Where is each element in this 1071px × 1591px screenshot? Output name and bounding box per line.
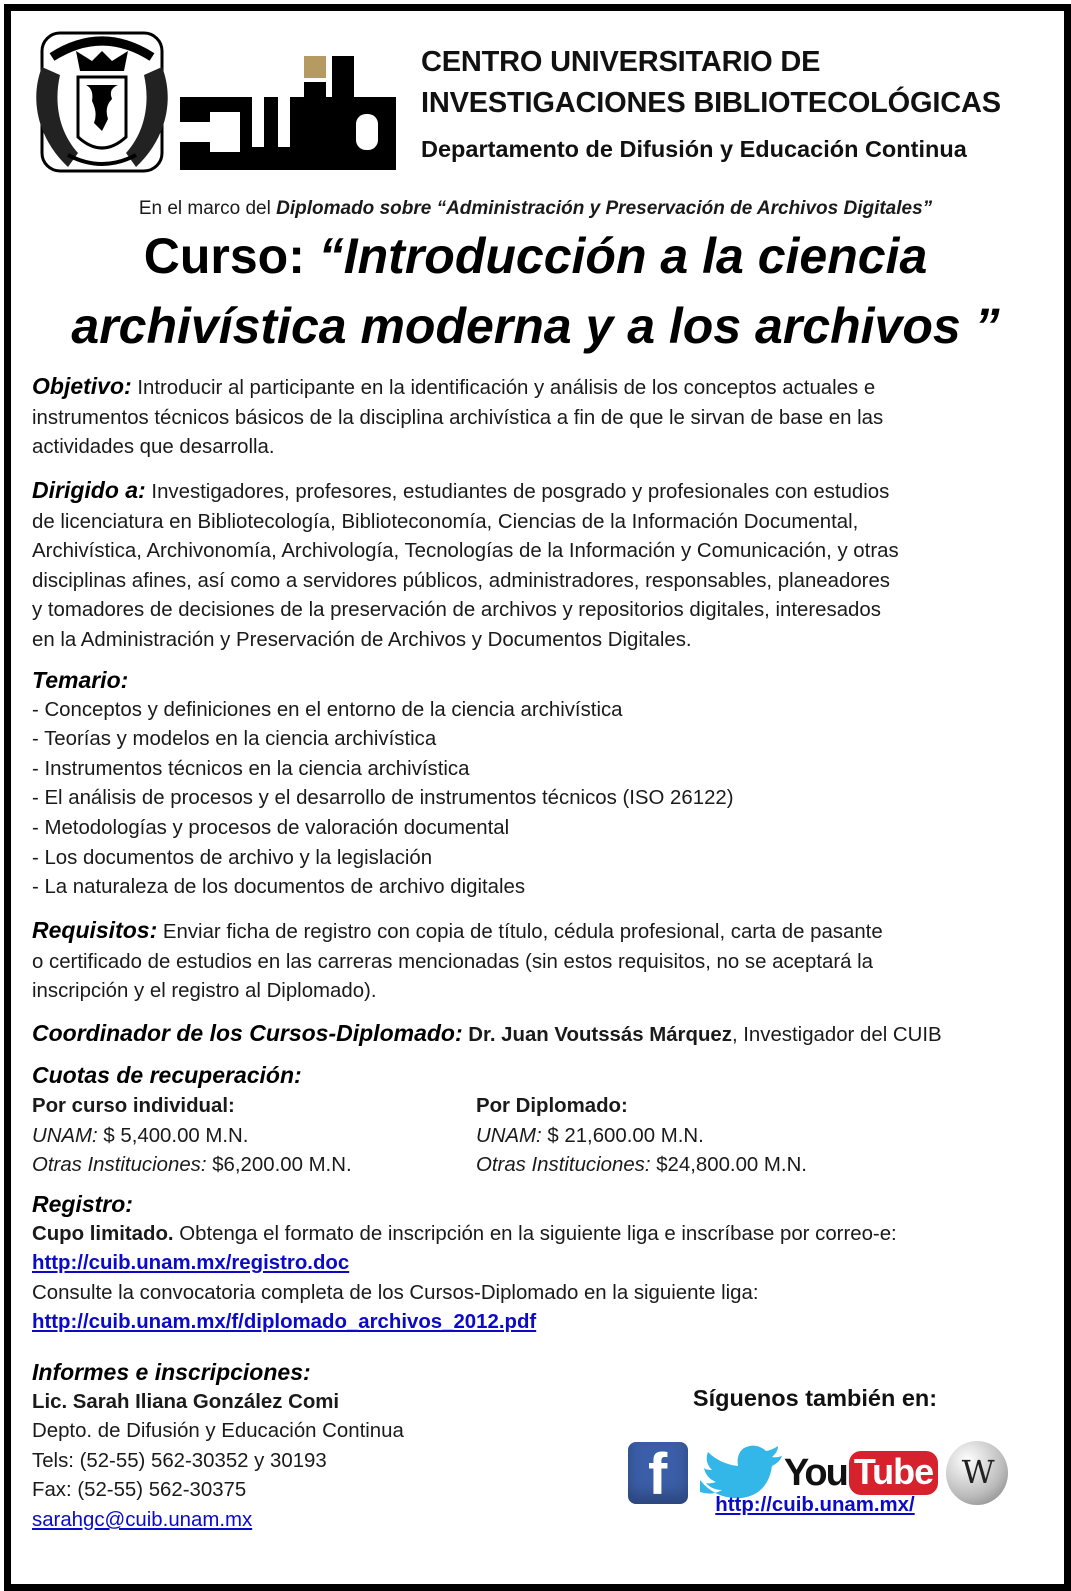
requisitos-text-line: o certificado de estudios en las carreras mencionadas (sin estos requisitos, no se aceptará la bbox=[32, 950, 873, 973]
contact-email-link[interactable]: sarahgc@cuib.unam.mx bbox=[32, 1508, 253, 1531]
cuota-unam-label: UNAM: bbox=[32, 1124, 98, 1147]
dirigido-text-line: Archivística, Archivonomía, Archivología, Tecnologías de la Información y Comunicación, y otras bbox=[32, 540, 899, 563]
cupo-limitado: Cupo limitado. bbox=[32, 1222, 174, 1245]
dirigido-text-line: de licenciatura en Bibliotecología, Biblioteconomía, Ciencias de la Información Documental, bbox=[32, 510, 859, 533]
informes-section bbox=[32, 1358, 532, 1536]
contact-fax: Fax: (52-55) 562-30375 bbox=[32, 1479, 247, 1502]
dirigido-text-line: en la Administración y Preservación de Archivos y Documentos Digitales. bbox=[32, 628, 692, 651]
course-title-part1: “Introducción a la ciencia bbox=[318, 228, 928, 284]
cuota-otras-label: Otras Instituciones: bbox=[476, 1154, 651, 1177]
institution-title-line2: INVESTIGACIONES BIBLIOTECOLÓGICAS bbox=[421, 87, 1001, 119]
contact-phones: Tels: (52-55) 562-30352 y 30193 bbox=[32, 1449, 327, 1472]
cuota-otras-label: Otras Instituciones: bbox=[32, 1154, 207, 1177]
objetivo-text-line: instrumentos técnicos básicos de la disciplina archivística a fin de que le sirvan de base en las bbox=[32, 406, 884, 429]
cuota-individual-heading: Por curso individual: bbox=[32, 1095, 235, 1117]
temario-item: - La naturaleza de los documentos de archivo digitales bbox=[32, 876, 526, 899]
department-name: Departamento de Difusión y Educación Continua bbox=[421, 136, 967, 162]
institution-title-line1: CENTRO UNIVERSITARIO DE bbox=[421, 46, 821, 78]
registro-section bbox=[32, 1190, 1042, 1338]
objetivo-section bbox=[32, 372, 1042, 463]
contact-department: Depto. de Difusión y Educación Continua bbox=[32, 1420, 404, 1443]
coordinador-section bbox=[32, 1019, 1062, 1051]
dirigido-text-line: disciplinas afines, así como a servidores públicos, administradores, responsables, planeadores bbox=[32, 569, 890, 592]
site-link-row bbox=[620, 1494, 1010, 1517]
cuib-logo bbox=[180, 52, 396, 170]
requisitos-section bbox=[32, 916, 1042, 1007]
social-heading: Síguenos también en: bbox=[692, 1385, 938, 1411]
cuota-unam-value: $ 5,400.00 M.N. bbox=[97, 1124, 249, 1147]
cuota-unam-label: UNAM: bbox=[476, 1124, 542, 1147]
coordinador-name: Dr. Juan Voutssás Márquez bbox=[462, 1024, 732, 1046]
diplomado-intro bbox=[0, 198, 1071, 220]
course-title-line2 bbox=[0, 296, 1071, 356]
wikipedia-icon[interactable]: W bbox=[946, 1441, 1008, 1505]
informes-label: Informes e inscripciones: bbox=[32, 1359, 311, 1385]
convocatoria-pdf-link[interactable]: http://cuib.unam.mx/f/diplomado_archivos_2012.pdf bbox=[32, 1311, 537, 1334]
youtube-icon[interactable]: You Tube bbox=[784, 1451, 938, 1495]
temario-item: - Teorías y modelos en la ciencia archivística bbox=[32, 728, 437, 751]
temario-section bbox=[32, 666, 1042, 903]
temario-label: Temario: bbox=[32, 667, 129, 693]
course-title-line1 bbox=[0, 226, 1071, 286]
intro-prefix: En el marco del bbox=[138, 198, 277, 219]
cuotas-label: Cuotas de recuperación: bbox=[32, 1062, 302, 1088]
cuota-individual bbox=[32, 1092, 452, 1181]
convocatoria-text: Consulte la convocatoria completa de los Cursos-Diplomado en la siguiente liga: bbox=[32, 1281, 759, 1304]
cuotas-section bbox=[32, 1061, 1042, 1091]
facebook-icon[interactable]: f bbox=[628, 1442, 688, 1504]
objetivo-text-line: actividades que desarrolla. bbox=[32, 436, 275, 459]
cuota-otras-value: $6,200.00 M.N. bbox=[206, 1154, 352, 1177]
requisitos-label: Requisitos: bbox=[32, 917, 158, 943]
temario-item: - Instrumentos técnicos en la ciencia archivística bbox=[32, 757, 470, 780]
cuota-otras-value: $24,800.00 M.N. bbox=[650, 1154, 807, 1177]
objetivo-text-line: Introducir al participante en la identificación y análisis de los conceptos actuales e bbox=[131, 377, 876, 399]
registro-instructions: Obtenga el formato de inscripción en la siguiente liga e inscríbase por correo-e: bbox=[173, 1222, 897, 1245]
cuib-site-link[interactable]: http://cuib.unam.mx/ bbox=[715, 1494, 915, 1516]
course-label: Curso: bbox=[143, 228, 319, 284]
dirigido-text-line: y tomadores de decisiones de la preservación de archivos y repositorios digitales, interesados bbox=[32, 599, 881, 622]
dirigido-label: Dirigido a: bbox=[32, 477, 146, 503]
dirigido-text-line: Investigadores, profesores, estudiantes de posgrado y profesionales con estudios bbox=[145, 481, 890, 503]
registro-doc-link[interactable]: http://cuib.unam.mx/registro.doc bbox=[32, 1252, 350, 1275]
requisitos-text-line: Enviar ficha de registro con copia de título, cédula profesional, carta de pasante bbox=[157, 921, 883, 943]
course-title-part2: archivística moderna y a los archivos ” bbox=[71, 298, 1000, 354]
temario-item: - Conceptos y definiciones en el entorno de la ciencia archivística bbox=[32, 698, 623, 721]
diplomado-name: Diplomado sobre “Administración y Preservación de Archivos Digitales” bbox=[276, 198, 933, 219]
dirigido-section bbox=[32, 476, 1042, 656]
unam-seal-logo bbox=[28, 27, 176, 177]
cuota-diplomado bbox=[476, 1092, 896, 1181]
registro-label: Registro: bbox=[32, 1191, 133, 1217]
temario-item: - El análisis de procesos y el desarrollo de instrumentos técnicos (ISO 26122) bbox=[32, 787, 734, 810]
cuota-diplomado-heading: Por Diplomado: bbox=[476, 1095, 628, 1117]
coordinador-role: , Investigador del CUIB bbox=[731, 1024, 942, 1046]
temario-item: - Metodologías y procesos de valoración documental bbox=[32, 816, 510, 839]
coordinador-label: Coordinador de los Cursos-Diplomado: bbox=[32, 1020, 463, 1046]
requisitos-text-line: inscripción y el registro al Diplomado). bbox=[32, 980, 377, 1003]
objetivo-label: Objetivo: bbox=[32, 373, 132, 399]
contact-name: Lic. Sarah Iliana González Comi bbox=[32, 1390, 340, 1413]
cuota-unam-value: $ 21,600.00 M.N. bbox=[541, 1124, 704, 1147]
temario-item: - Los documentos de archivo y la legislación bbox=[32, 846, 433, 869]
